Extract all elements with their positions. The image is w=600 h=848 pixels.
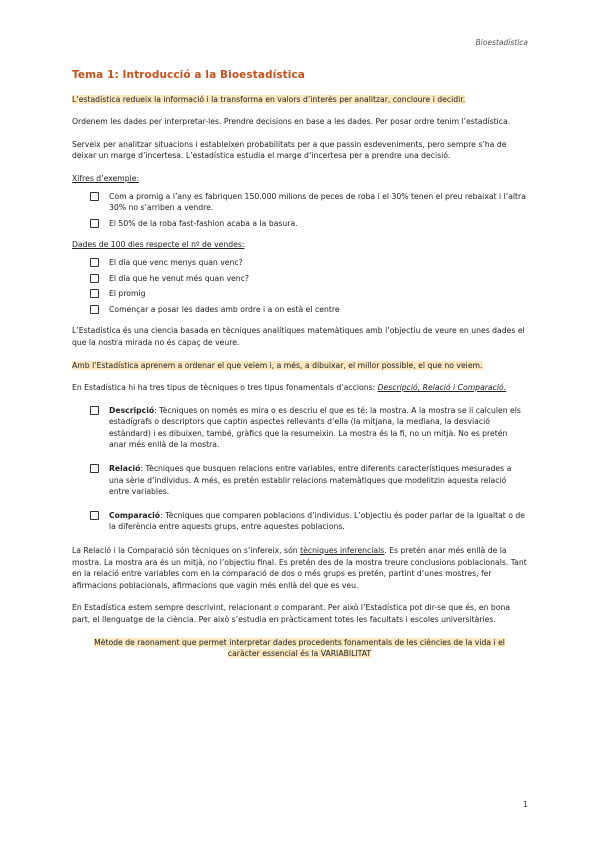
sales-checklist [90, 257, 527, 315]
highlight-paragraph [72, 360, 527, 372]
document-title: Tema 1: Introducció a la Bioestadística [72, 69, 305, 81]
document-body [72, 70, 527, 671]
checkbox[interactable] [90, 305, 99, 314]
definition-term: Relació [109, 464, 141, 474]
paragraph-5: La Relació i la Comparació són tècniques on s’infereix, són tècniques inferencials. Es pretén anar més enllà de la mostra. La mostra ara és un mitjà, no l’objectiu final. Es pretén des de la mostra treure conclusions poblacionals. Tant en la relació entre variables com en la comparació de dos o més grups es pretén, partint d’unes mostres, fer afirmacions poblacionals, afirmacions que vagin més enllà del que es veu. [72, 546, 527, 590]
list-item: El dia que he venut més quan venc? [90, 273, 527, 285]
definition-comparacio: Comparació: Tècniques que comparen poblacions d’individus. L’objectiu és poder parlar de la igualtat o de la diferència entre aquests grups, entre aquestes poblacions. [90, 510, 527, 533]
checkbox[interactable] [90, 274, 99, 283]
paragraph-3: L’Estadística és una ciencia basada en tècniques analítiques matemàtiques amb l’objectiu de veure en unes dades el que la nostra mirada no és capaç de veure. [72, 326, 525, 347]
checkbox[interactable] [90, 289, 99, 298]
list-item: Com a promig a l’any es fabriquen 150.000 milions de peces de roba i el 30% tenen el preu rebaixat i l’altra 30% no s’arriben a vendre. [90, 191, 527, 214]
examples-checklist [90, 191, 527, 230]
final-highlight: Mètode de raonament que permet interpretar dades procedents fonamentals de les ciències de la vida i el caràcter essencial és la VARIABILITAT [94, 637, 505, 659]
checkbox[interactable] [90, 511, 99, 520]
intro-highlight: L’estadística redueix la informació i la transforma en valors d’interès per analitzar, concloure i decidir. [72, 94, 466, 104]
techniques-link: Descripció, Relació i Comparació. [377, 383, 507, 393]
list-item: El dia que venc menys quan venc? [90, 257, 527, 269]
intro-paragraph [72, 94, 527, 106]
checkbox[interactable] [90, 219, 99, 228]
final-paragraph [72, 637, 527, 660]
highlight-2: Amb l’Estadística aprenem a ordenar el que veiem i, a més, a dibuixar, el millor possible, el que no veiem. [72, 360, 483, 370]
list-item: El promig [90, 288, 527, 300]
definition-descripcio: Descripció: Tècniques on només es mira o es descriu el que es té: la mostra. A la mostra se li calculen els estadígrafs o descriptors que captin aspectes rellevants d’ella (la mitjana, la mediana, la desviació estàndard) i es dibuixen, també, gràfics que la resumeixin. La mostra és la fi, no un mitjà. No es pretén anar més enllà de la mostra. [90, 405, 527, 451]
checkbox[interactable] [90, 406, 99, 415]
running-header: Bioestadística [475, 38, 528, 47]
definition-relacio: Relació: Tècniques que busquen relacions entre variables, entre diferents característiques mesurades a una sèrie d’individus. A més, es pretén establir relacions matemàtiques que modelitzin aquesta relació entre variables. [90, 463, 527, 498]
paragraph-2: Serveix per analitzar situacions i estableixen probabilitats per a que passin esdeveniments, pero sempre s’ha de deixar un marge d’incertesa. L’estadística estudia el marge d’incertesa per a prendre una decisió. [72, 139, 507, 161]
examples-heading: Xifres d’exemple: [72, 173, 140, 183]
definition-term: Descripció [109, 405, 155, 415]
checkbox[interactable] [90, 464, 99, 473]
paragraph-4: En Estadística hi ha tres tipus de tècniques o tres tipus fonamentals d’accions: Descripció, Relació i Comparació. [72, 383, 507, 393]
list-item: Començar a posar les dades amb ordre i a on està el centre [90, 304, 527, 316]
definition-term: Comparació [109, 510, 161, 520]
page-number: 1 [522, 800, 528, 809]
paragraph-1: Ordenem les dades per interpretar-les. Prendre decisions en base a les dades. Per posar ordre tenim l’estadística. [72, 117, 511, 127]
paragraph-6: En Estadística estem sempre descrivint, relacionant o comparant. Per això l’Estadística pot dir-se que és, en bona part, el llenguatge de la ciència. Per això s’estudia en pràcticament totes les facultats i escoles universitàries. [72, 603, 511, 624]
sales-heading: Dades de 100 dies respecte el nº de vendes: [72, 240, 245, 250]
definitions-list [90, 405, 527, 533]
inferential-link: tècniques inferencials [300, 546, 385, 556]
list-item: El 50% de la roba fast-fashion acaba a la basura. [90, 218, 527, 230]
checkbox[interactable] [90, 258, 99, 267]
checkbox[interactable] [90, 192, 99, 201]
